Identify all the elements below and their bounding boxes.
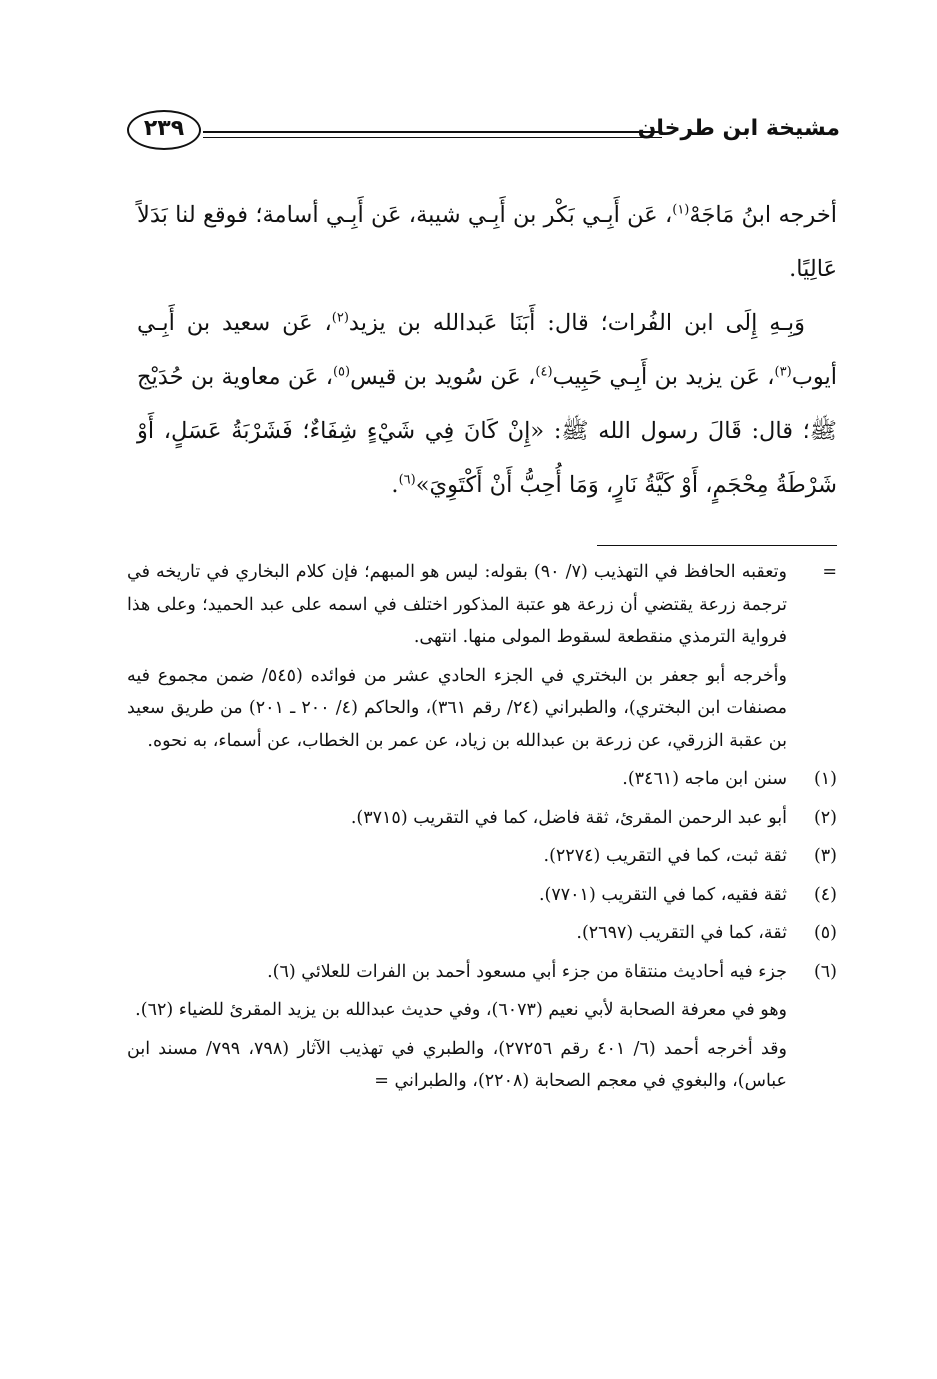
footnote-continuation — [127, 556, 837, 757]
header-rule — [203, 131, 662, 138]
footnote-ref-3: (٣) — [774, 364, 792, 380]
footnote-3 — [127, 840, 837, 873]
continuation-marker: = — [822, 562, 837, 582]
footnote-body: سنن ابن ماجه (٣٤٦١). — [622, 769, 787, 789]
footnote-marker: (٥) — [813, 923, 837, 943]
running-title: مشيخة ابن طرخان — [637, 116, 840, 141]
footnote-separator — [597, 545, 837, 546]
footnote-1 — [127, 763, 837, 796]
footnote-ref-6: (٦) — [398, 472, 416, 488]
footnote-body: ثقة فقيه، كما في التقريب (٧٧٠١). — [538, 884, 787, 905]
main-text-segment: ، عَن أَبِـي بَكْر بن أَبِـي شيبة، عَن أَبِـي أسامة؛ فوقع لنا بَدَلاً عَالِيًا. — [137, 202, 837, 282]
footnote-marker: (١) — [813, 769, 837, 789]
footnotes — [127, 556, 837, 1104]
footnote-2 — [127, 802, 837, 835]
footnote-body: ثقة، كما في التقريب (٢٦٩٧). — [576, 923, 787, 943]
footnote-ref-4: (٤) — [535, 364, 553, 380]
footnote-marker: (٦) — [813, 961, 837, 982]
footnote-marker: (٣) — [813, 846, 837, 866]
footnote-6 — [127, 956, 837, 1098]
footnote-body: ثقة ثبت، كما في التقريب (٢٢٧٤). — [543, 846, 787, 866]
footnote-5 — [127, 917, 837, 950]
main-text-segment: ، عَن يزيد بن أَبِـي حَبِيب — [552, 364, 775, 390]
footnote-4 — [127, 879, 837, 912]
page-number: ٢٣٩ — [127, 110, 201, 150]
footnote-body — [127, 556, 787, 757]
main-paragraph-1 — [137, 188, 837, 296]
main-text-segment: ، عَن معاوية بن حُدَيْج ﷺ؛ قال: قَالَ رسول الله ﷺ: «إِنْ كَانَ فِي شَيْءٍ شِفَاءٌ؛ فَشَرْبَةُ عَسَلٍ، أَوْ شَرْطَةُ مِحْجَمٍ، أَوْ كَيَّةُ نَارٍ، وَمَا أُحِبُّ أَنْ أَكْتَوِيَ» — [137, 364, 837, 498]
footnote-paragraph: وأخرجه أبو جعفر بن البختري في الجزء الحادي عشر من فوائده (٥٤٥/ ضمن مجموع فيه مصنفات ابن البختري)، والطبراني (٢٤/ رقم ٣٦١)، والحاكم (٤/ ٢٠٠ ـ ٢٠١) من طريق سعيد بن عقبة الزرقي، عن زرعة بن عبدالله بن زياد، عن عمر بن الخطاب، عن أسماء، به نحوه. — [127, 665, 787, 751]
main-text-segment: وَبِـهِ إِلَى ابن الفُرات؛ قال: أَبَنَا عَبدالله بن يزيد — [348, 310, 805, 336]
footnote-paragraph: وتعقبه الحافظ في التهذيب (٧/ ٩٠) بقوله: ليس هو المبهم؛ فإن كلام البخاري في تاريخه في ترجمة زرعة يقتضي أن زرعة هو عتبة المذكور اختلف في اسمه على عبد الحميد؛ وعلى هذا فرواية الترمذي منقطعة لسقوط المولى منها. انتهى. — [127, 562, 787, 647]
footnote-paragraph: وهو في معرفة الصحابة لأبي نعيم (٦٠٧٣)، وفي حديث عبدالله بن يزيد المقرئ للضياء (٦٢). — [135, 1000, 787, 1020]
footnote-marker: (٢) — [813, 807, 837, 828]
page-header — [125, 110, 840, 160]
footnote-body — [127, 956, 787, 1098]
footnote-ref-5: (٥) — [332, 364, 351, 380]
footnote-ref-2: (٢) — [331, 310, 349, 326]
footnote-body: أبو عبد الرحمن المقرئ، ثقة فاضل، كما في التقريب (٣٧١٥). — [350, 807, 787, 828]
footnote-paragraph: جزء فيه أحاديث منتقاة من جزء أبي مسعود أحمد بن الفرات للعلائي (٦). — [267, 961, 787, 982]
footnote-ref-1: (١) — [672, 202, 690, 218]
main-text-segment: ، عَن سعيد بن أَبِـي أيوب — [137, 310, 838, 390]
footnote-marker: (٤) — [813, 884, 837, 905]
footnote-paragraph: وقد أخرجه أحمد (٦/ ٤٠١ رقم ٢٧٢٥٦)، والطبري في تهذيب الآثار (٧٩٨، ٧٩٩/ مسند ابن عباس)، والبغوي في معجم الصحابة (٢٢٠٨)، والطبراني = — [127, 1038, 787, 1091]
main-text — [137, 188, 837, 512]
main-text-segment: ، عَن سُويد بن قيس — [350, 364, 536, 390]
main-text-segment: أخرجه ابنُ مَاجَهْ — [689, 202, 837, 228]
main-text-segment: . — [391, 472, 399, 498]
main-paragraph-2 — [137, 296, 837, 512]
